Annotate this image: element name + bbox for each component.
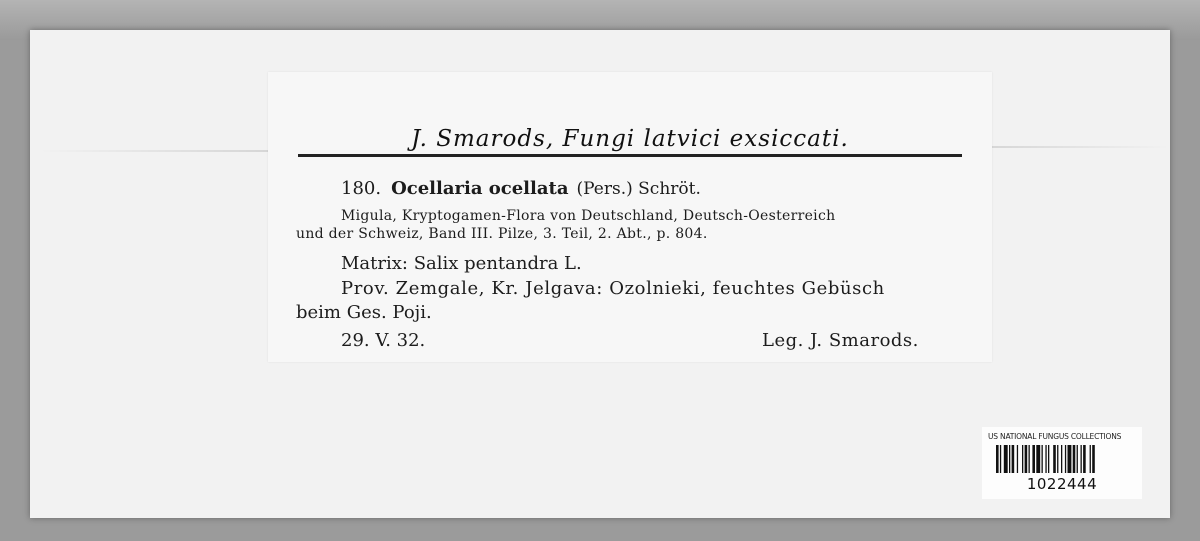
exsiccata-title: J. Smarods, Fungi latvici exsiccati. (411, 126, 849, 152)
literature-line-2: und der Schweiz, Band III. Pilze, 3. Teil, 2. Abt., p. 804. (296, 226, 708, 242)
locality-line-2: beim Ges. Poji. (296, 302, 432, 323)
specimen-number: 180. (341, 178, 382, 199)
envelope-fold-left (38, 150, 278, 152)
collection-date: 29. V. 32. (341, 330, 426, 351)
locality-line-1: Prov. Zemgale, Kr. Jelgava: Ozolnieki, feuchtes Gebüsch (341, 278, 885, 299)
species-author: (Pers.) Schröt. (576, 179, 701, 199)
barcode-institution: US NATIONAL FUNGUS COLLECTIONS (988, 432, 1122, 441)
title-rule (298, 154, 962, 157)
barcode-number: 1022444 (1026, 475, 1098, 493)
barcode-label (982, 427, 1142, 499)
species-line (341, 178, 701, 199)
literature-line-1: Migula, Kryptogamen-Flora von Deutschland, Deutsch-Oesterreich (341, 208, 836, 224)
matrix-line: Matrix: Salix pentandra L. (341, 253, 582, 274)
barcode-bars (996, 445, 1126, 473)
collector: Leg. J. Smarods. (762, 330, 919, 351)
specimen-label (268, 72, 992, 362)
species-name: Ocellaria ocellata (391, 178, 569, 199)
envelope-fold-right (980, 146, 1170, 148)
